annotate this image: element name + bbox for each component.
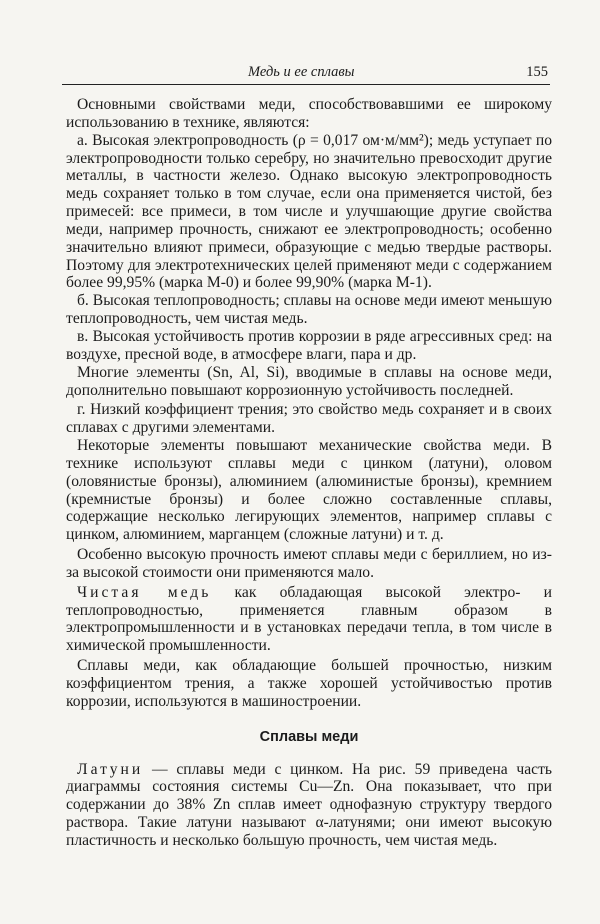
paragraph-intro: Основными свойствами меди, способствовавшими ее широкому использованию в технике, являются: xyxy=(66,96,552,131)
paragraph-brass xyxy=(66,761,552,850)
running-title: Медь и ее сплавы xyxy=(248,64,355,80)
page-number: 155 xyxy=(526,64,548,80)
paragraph-alloys-usage: Сплавы меди, как обладающие большей прочностью, низким коэффициентом трения, а также хорошей устойчивостью против коррозии, используются в машиностроении. xyxy=(66,657,552,710)
paragraph-alloying-elements: Многие элементы (Sn, Al, Si), вводимые в сплавы на основе меди, дополнительно повышают коррозионную устойчивость последней. xyxy=(66,363,552,399)
running-header xyxy=(62,62,550,85)
section-heading: Сплавы меди xyxy=(259,728,359,745)
paragraph-pure-copper xyxy=(66,584,552,655)
paragraph-property-c: в. Высокая устойчивость против коррозии в ряде агрессивных сред: на воздухе, пресной воде, в атмосфере влаги, пара и др. xyxy=(66,327,552,363)
paragraph-property-d: г. Низкий коэффициент трения; это свойство медь сохраняет и в своих сплавах с другими элементами. xyxy=(66,401,552,437)
page-body xyxy=(66,96,552,850)
paragraph-property-a: а. Высокая электропроводность (ρ = 0,017 ом·м/мм²); медь уступает по электропроводности только серебру, но значительно превосходит другие металлы, в частности железо. Однако высокую электропроводность медь сохраняет только в том случае, если она применяется чистой, без примесей: все примеси, в том числе и улучшающие другие свойства меди, например прочность, снижают ее электропроводность; особенно значительно влияют примеси, образующие с медью твердые растворы. Поэтому для электротехнических целей применяют меди с содержанием более 99,95% (марка М-0) и более 99,90% (марка М-1). xyxy=(66,131,552,292)
paragraph-beryllium: Особенно высокую прочность имеют сплавы меди с бериллием, но из-за высокой стоимости они применяются мало. xyxy=(66,546,552,581)
term-pure-copper: Чистая медь xyxy=(77,583,212,601)
term-brass: Латуни xyxy=(77,760,144,778)
pure-copper-text: как обладающая высокой электро- и теплопроводностью, применяется главным образом в электропромышленности и в установках передачи тепла, в том числе в химической промышленности. xyxy=(66,583,552,655)
brass-text: — сплавы меди с цинком. На рис. 59 приведена часть диаграммы состояния системы Cu—Zn. Она показывает, что при содержании до 38% Zn сплав имеет однофазную структуру твердого раствора. Такие латуни называют α-латунями; они имеют высокую пластичность и несколько большую прочность, чем чистая медь. xyxy=(66,760,552,849)
paragraph-mechanical: Некоторые элементы повышают механические свойства меди. В технике используют сплавы меди с цинком (латуни), оловом (оловянистые бронзы), алюминием (алюминистые бронзы), кремнием (кремнистые бронзы) и более сложно составленные сплавы, содержащие несколько легирующих элементов, например сплавы с цинком, алюминием, марганцем (сложные латуни) и т. д. xyxy=(66,437,552,544)
paragraph-property-b: б. Высокая теплопроводность; сплавы на основе меди имеют меньшую теплопроводность, чем чистая медь. xyxy=(66,292,552,328)
